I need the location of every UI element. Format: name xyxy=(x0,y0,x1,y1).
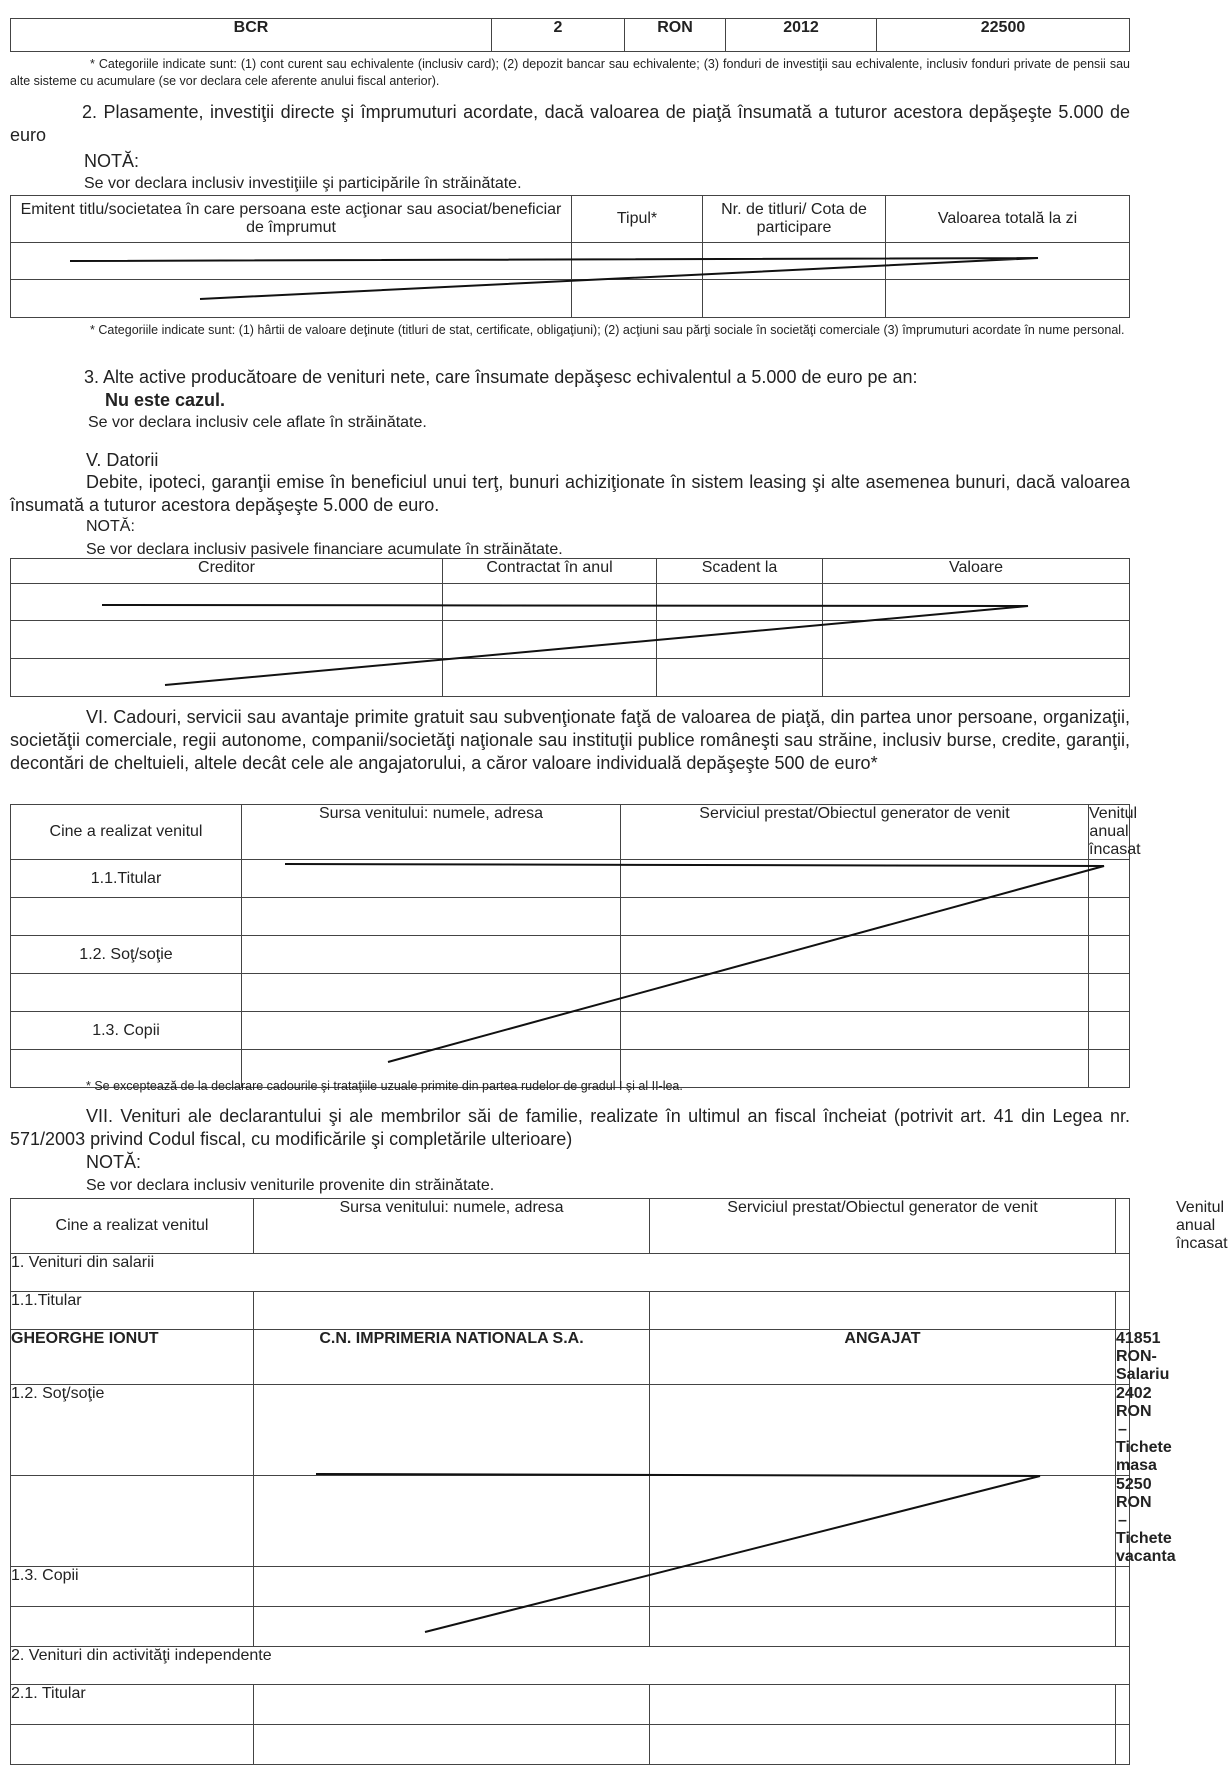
section-2-title: 2. Plasamente, investiţii directe şi împrumuturi acordate, dacă valoarea de piaţă însumată a tuturor acestora depăşeşte 5.000 de euro xyxy=(10,102,1130,145)
income-header-income: Venitul anual încasat xyxy=(1116,1199,1130,1254)
debts-header-creditor: Creditor xyxy=(11,559,443,584)
investments-header-value: Valoarea totală la zi xyxy=(886,196,1130,243)
gifts-header-service: Serviciul prestat/Obiectul generator de venit xyxy=(621,805,1089,860)
section-7-nota-text: Se vor declara inclusiv veniturile provenite din străinătate. xyxy=(86,1177,495,1194)
investments-table xyxy=(10,195,1130,318)
income-header-who: Cine a realizat venitul xyxy=(11,1199,254,1254)
income-vacation-tickets: 5250 RON – Tichete vacanta xyxy=(1116,1476,1176,1565)
gifts-footnote: * Se exceptează de la declarare cadourile şi trataţiile uzuale primite din partea rudelor de gradul I şi al II-lea. xyxy=(86,1079,683,1093)
section-3-title: 3. Alte active producătoare de venituri nete, care însumate depăşesc echivalentul a 5.000 de euro pe an: xyxy=(84,367,918,387)
section-5-nota: NOTĂ: xyxy=(86,518,135,535)
section-2-nota: NOTĂ: xyxy=(84,151,140,171)
income-row-salaries: 1. Venituri din salarii xyxy=(11,1254,1130,1292)
debts-table xyxy=(10,558,1130,697)
gifts-header-who: Cine a realizat venitul xyxy=(11,805,242,860)
gifts-header-source: Sursa venitului: numele, adresa xyxy=(242,805,621,860)
debts-header-year: Contractat în anul xyxy=(443,559,657,584)
accounts-row-table xyxy=(10,18,1130,52)
income-row-independent: 2. Venituri din activităţi independente xyxy=(11,1647,1130,1685)
income-table xyxy=(10,1198,1228,1765)
investments-header-type: Tipul* xyxy=(572,196,703,243)
section-6-text: VI. Cadouri, servicii sau avantaje primite gratuit sau subvenţionate faţă de valoarea de piaţă, din partea unor persoane, organizaţii, societăţii comerciale, regii autonome, companii/societăţi naţionale sau instituţii publice româneşti sau străine, inclusiv burse, credite, garanţii, decontări de cheltuieli, altele decât cele ale angajatorului, a căror valoare individuală depăşeşte 500 de euro* xyxy=(10,707,1130,773)
bank-cell: BCR xyxy=(11,19,492,52)
debts-header-due: Scadent la xyxy=(657,559,823,584)
section-7-nota: NOTĂ: xyxy=(86,1152,142,1172)
gifts-row-titular: 1.1.Titular xyxy=(11,860,242,898)
investments-footnote: * Categoriile indicate sunt: (1) hârtii de valoare deţinute (titluri de stat, certificate, obligaţiuni); (2) acţiuni sau părţi sociale în societăţi comerciale (3) împrumuturi acordate în nume personal. xyxy=(90,323,1125,337)
income-row-titular-2: 2.1. Titular xyxy=(11,1685,254,1725)
income-salary: 41851 RON-Salariu xyxy=(1116,1330,1170,1383)
section-7-text: VII. Venituri ale declarantului şi ale membrilor săi de familie, realizate în ultimul an fiscal încheiat (potrivit art. 41 din Legea nr. 571/2003 privind Codul fiscal, cu modificările şi completările ulterioare) xyxy=(10,1106,1130,1149)
accounts-footnote: * Categoriile indicate sunt: (1) cont curent sau echivalente (inclusiv card); (2) depozit bancar sau echivalente; (3) fonduri de investiţii sau echivalente, inclusiv fonduri private de pensii sau alte sisteme cu acumulare (se vor declara cele aferente anului fiscal anterior). xyxy=(10,57,1130,88)
income-header-service: Serviciul prestat/Obiectul generator de venit xyxy=(650,1199,1116,1254)
income-employer: C.N. IMPRIMERIA NATIONALA S.A. xyxy=(254,1330,650,1385)
section-5-text: Debite, ipoteci, garanţii emise în beneficiul unui terţ, bunuri achiziţionate în sistem leasing şi alte asemenea bunuri, dacă valoarea însumată a tuturor acestora depăşeşte 5.000 de euro. xyxy=(10,472,1130,515)
income-header-source: Sursa venitului: numele, adresa xyxy=(254,1199,650,1254)
section-3-answer: Nu este cazul. xyxy=(105,390,226,410)
currency-cell: RON xyxy=(625,19,726,52)
gifts-header-income: Venitul anual încasat xyxy=(1089,805,1141,858)
income-service: ANGAJAT xyxy=(650,1330,1116,1385)
section-5-nota-text: Se vor declara inclusiv pasivele financiare acumulate în străinătate. xyxy=(86,541,563,558)
gifts-row-children: 1.3. Copii xyxy=(11,1012,242,1050)
gifts-row-spouse: 1.2. Soţ/soţie xyxy=(11,936,242,974)
section-5-title: V. Datorii xyxy=(86,450,159,470)
income-row-spouse: 1.2. Soţ/soţie xyxy=(11,1385,254,1476)
section-3-note: Se vor declara inclusiv cele aflate în străinătate. xyxy=(88,414,427,431)
income-row-children: 1.3. Copii xyxy=(11,1567,254,1607)
investments-header-shares: Nr. de titluri/ Cota de participare xyxy=(703,196,886,243)
income-meal-tickets: 2402 RON –Tichete masa xyxy=(1116,1385,1172,1474)
debts-header-value: Valoare xyxy=(823,559,1130,584)
income-holder-name: GHEORGHE IONUT xyxy=(11,1330,254,1385)
category-cell: 2 xyxy=(492,19,625,52)
gifts-table xyxy=(10,804,1141,1088)
value-cell: 22500 xyxy=(877,19,1130,52)
income-row-titular: 1.1.Titular xyxy=(11,1292,254,1330)
section-2-nota-text: Se vor declara inclusiv investiţiile şi participările în străinătate. xyxy=(84,175,522,192)
investments-header-issuer: Emitent titlu/societatea în care persoana este acţionar sau asociat/beneficiar de împrumut xyxy=(11,196,572,243)
year-cell: 2012 xyxy=(726,19,877,52)
